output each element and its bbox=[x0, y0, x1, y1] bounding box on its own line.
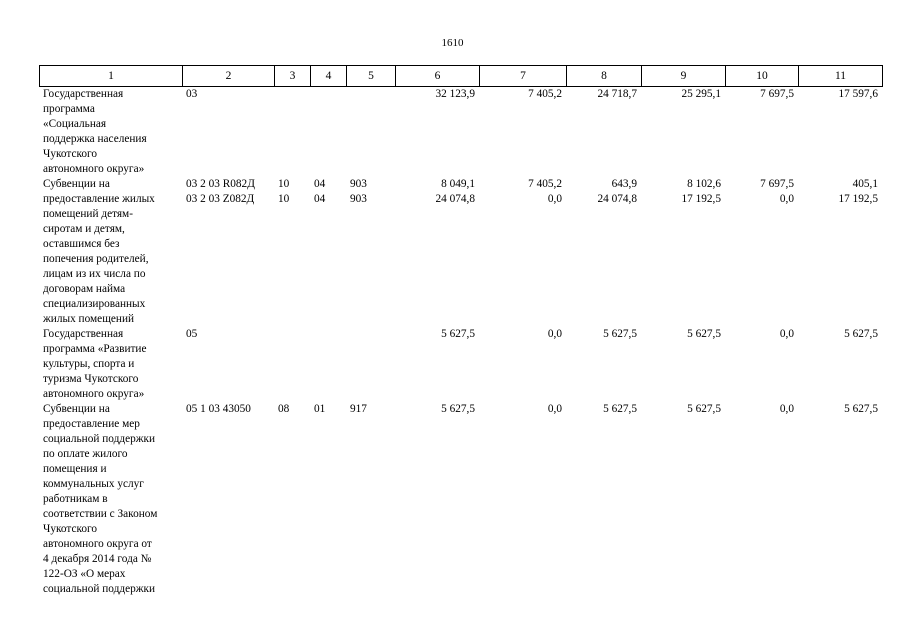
value-col-8: 5 627,5 bbox=[603, 328, 637, 340]
header-col-2: 2 bbox=[183, 66, 275, 87]
section-code bbox=[274, 87, 310, 177]
subsection-code bbox=[310, 87, 346, 177]
value-col-8: 5 627,5 bbox=[603, 403, 637, 415]
program-name: Субвенции на предоставление мер социальной поддержки по оплате жилого помещения и коммунальных услуг работникам в соответствии с Законом Чукотского автономного округа от 4 декабря 2014 года № 122-ОЗ «О мерах социальной поддержки bbox=[43, 403, 158, 595]
subsection-code: 04 04 bbox=[314, 178, 326, 205]
value-col-11: 5 627,5 bbox=[844, 403, 878, 415]
value-col-10: 0,0 bbox=[779, 328, 794, 340]
budget-code: 03 2 03 R082Д 03 2 03 Z082Д bbox=[186, 178, 255, 205]
value-col-6: 5 627,5 bbox=[441, 403, 475, 415]
subsection-code: 01 bbox=[314, 403, 326, 415]
program-name: Государственная программа «Социальная поддержка населения Чукотского автономного округа» bbox=[43, 88, 147, 175]
budget-table bbox=[39, 87, 882, 597]
header-col-6: 6 bbox=[396, 66, 480, 87]
value-col-6: 32 123,9 bbox=[435, 88, 475, 100]
header-col-1: 1 bbox=[40, 66, 183, 87]
header-col-11: 11 bbox=[799, 66, 883, 87]
value-col-7: 0,0 bbox=[547, 328, 562, 340]
header-col-10: 10 bbox=[726, 66, 799, 87]
section-code: 08 bbox=[278, 403, 290, 415]
header-col-4: 4 bbox=[311, 66, 347, 87]
header-col-8: 8 bbox=[567, 66, 642, 87]
table-row bbox=[39, 177, 882, 327]
column-number-header bbox=[39, 65, 883, 87]
table-row bbox=[39, 327, 882, 402]
page-number: 1610 bbox=[441, 37, 464, 49]
value-col-9: 5 627,5 bbox=[687, 328, 721, 340]
value-col-10: 0,0 bbox=[779, 403, 794, 415]
value-col-6: 5 627,5 bbox=[441, 328, 475, 340]
section-code bbox=[274, 327, 310, 402]
ministry-code: 917 bbox=[350, 403, 367, 415]
ministry-code bbox=[346, 327, 395, 402]
table-row bbox=[39, 402, 882, 597]
subsection-code bbox=[310, 327, 346, 402]
value-col-7: 7 405,2 0,0 bbox=[528, 178, 562, 205]
header-col-9: 9 bbox=[642, 66, 726, 87]
header-col-5: 5 bbox=[347, 66, 396, 87]
value-col-6: 8 049,1 24 074,8 bbox=[435, 178, 475, 205]
budget-code: 05 1 03 43050 bbox=[186, 403, 251, 415]
budget-code: 05 bbox=[186, 328, 198, 340]
ministry-code bbox=[346, 87, 395, 177]
value-col-9: 5 627,5 bbox=[687, 403, 721, 415]
ministry-code: 903 903 bbox=[350, 178, 367, 205]
value-col-9: 8 102,6 17 192,5 bbox=[681, 178, 721, 205]
value-col-8: 643,9 24 074,8 bbox=[597, 178, 637, 205]
section-code: 10 10 bbox=[278, 178, 290, 205]
table-row bbox=[39, 87, 882, 177]
value-col-9: 25 295,1 bbox=[681, 88, 721, 100]
program-name: Субвенции на предоставление жилых помещений детям- сиротам и детям, оставшимся без попечения родителей, лицам из их числа по договорам найма специализированных жилых помещений bbox=[43, 178, 155, 325]
value-col-10: 7 697,5 0,0 bbox=[760, 178, 794, 205]
header-col-7: 7 bbox=[480, 66, 567, 87]
value-col-10: 7 697,5 bbox=[760, 88, 794, 100]
program-name: Государственная программа «Развитие культуры, спорта и туризма Чукотского автономного округа» bbox=[43, 328, 147, 400]
value-col-11: 17 597,6 bbox=[838, 88, 878, 100]
value-col-7: 7 405,2 bbox=[528, 88, 562, 100]
value-col-11: 405,1 17 192,5 bbox=[838, 178, 878, 205]
header-col-3: 3 bbox=[275, 66, 311, 87]
value-col-11: 5 627,5 bbox=[844, 328, 878, 340]
value-col-7: 0,0 bbox=[547, 403, 562, 415]
budget-code: 03 bbox=[186, 88, 198, 100]
value-col-8: 24 718,7 bbox=[597, 88, 637, 100]
